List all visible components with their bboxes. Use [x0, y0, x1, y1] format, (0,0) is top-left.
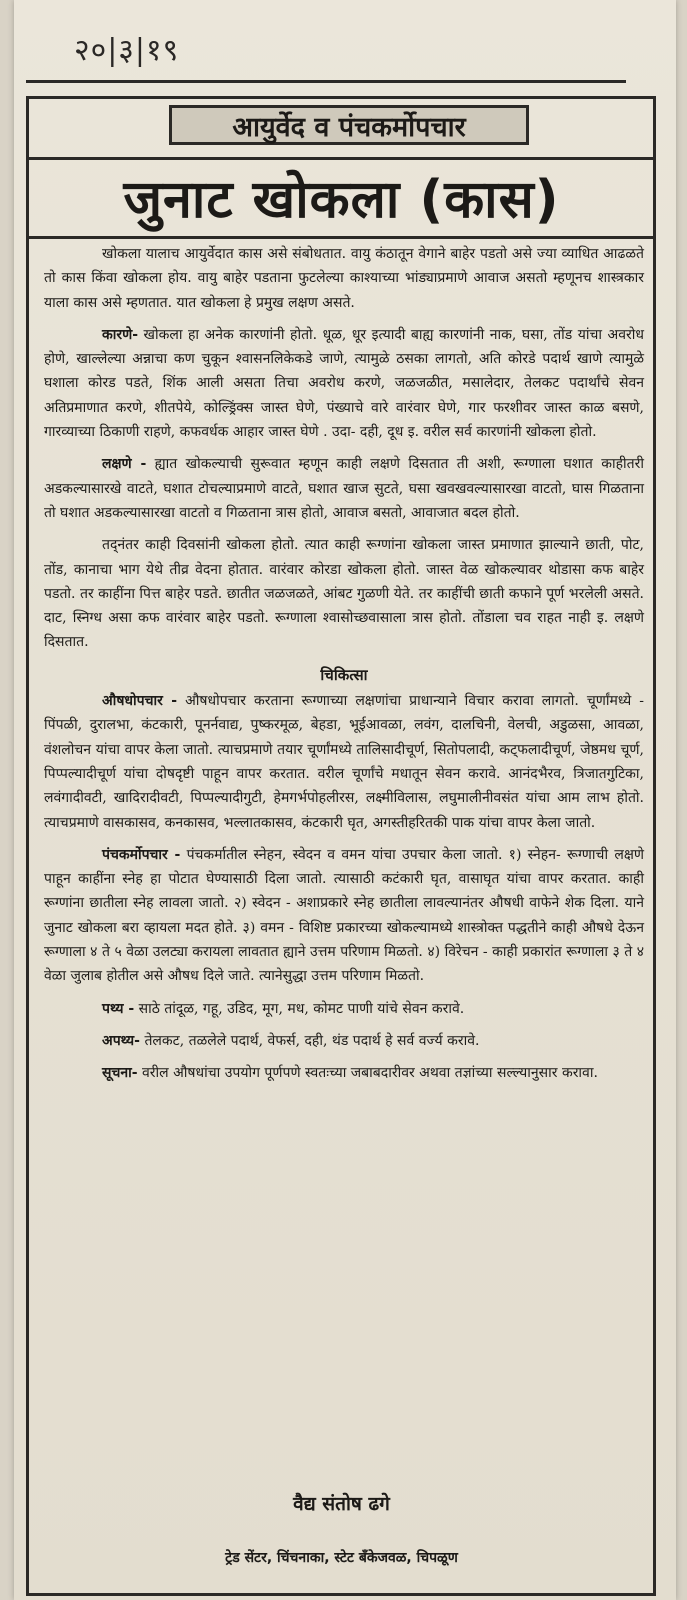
diet-label: पथ्य - [102, 1000, 135, 1017]
handwritten-date: २०|३|१९ [74, 33, 180, 68]
note-label: सूचना- [102, 1065, 138, 1082]
causes-paragraph [44, 323, 644, 444]
article-body [44, 242, 644, 1094]
progression-paragraph: तद्नंतर काही दिवसांनी खोकला होतो. त्यात काही रूग्णांना खोकला जास्त प्रमाणात झाल्याने छाती, पोट, तोंड, कानाचा भाग येथे तीव्र वेदना होतात. वारंवार कोरडा खोकला होतो. जास्त वेळ खोकल्यावर थोडासा कफ बाहेर पडतो. तर काहींना पित्त बाहेर पडते. छातीत जळजळते, आंबट गुळणी येते. तर काहींची छाती कफाने पूर्ण भरलेली असते. दाट, स्निग्ध असा कफ वारंवार बाहेर पडतो. रूग्णाला श्वासोच्छवासाला त्रास होतो. तोंडाला चव राहत नाही इ. लक्षणे दिसतात. [44, 537, 644, 651]
panchakarma-label: पंचकर्मोपचार - [102, 846, 181, 863]
newspaper-clipping [14, 0, 676, 1600]
symptoms-label: लक्षणे - [102, 456, 147, 473]
medicines-label: औषधोपचार - [102, 693, 178, 710]
treatment-heading: चिकित्सा [320, 665, 368, 684]
avoid-paragraph [44, 1029, 644, 1053]
diet-text: साठे तांदूळ, गहू, उडिद, मूग, मध, कोमट पाणी यांचे सेवन करावे. [138, 1000, 465, 1017]
column-banner: आयुर्वेद व पंचकर्मोपचार [169, 105, 529, 145]
medicines-text: औषधोपचार करताना रूग्णाच्या लक्षणांचा प्राधान्याने विचार करावा लागतो. चूर्णांमध्ये - पिंपळी, दुरालभा, कंटकारी, पूनर्नवाद्य, पुष्करमूळ, बेहडा, भूईआवळा, लवंग, दालचिनी, वेलची, अडुळसा, आवळा, वंशलोचन यांचा वापर केला जातो. त्याचप्रमाणे तयार चूर्णांमध्ये तालिसादीचूर्ण, सितोपलादी, कट्फलादीचूर्ण, जेष्ठमध चूर्ण, पिप्पल्यादीचूर्ण यांचा दोषदृष्टी पाहून वापर करतात. वरील चूर्णांचे मधातून सेवन करावे. आनंदभैरव, त्रिजातगुटिका, लवंगादीवटी, खादिरादीवटी, पिप्पल्यादीगुटी, हेमगर्भपोहलीरस, लक्ष्मीविलास, लघुमालीनीवसंत यांचा आम लाभ होतो. त्याचप्रमाणे वासकासव, कनकासव, भल्लातकासव, कंटकारी घृत, अगस्तीहरितकी पाक यांचा वापर केला जातो. [44, 693, 644, 831]
headline-divider [29, 236, 654, 239]
intro-paragraph: खोकला यालाच आयुर्वेदात कास असे संबोधतात. वायु कंठातून वेगाने बाहेर पडतो असे ज्या व्याधित आढळते तो कास किंवा खोकला होय. वायु बाहेर पडताना फुटलेल्या काश्याच्या भांड्याप्रमाणे आवाज असतो म्हणूनच शास्त्रकार याला कास असे म्हणतात. यात खोकला हे प्रमुख लक्षण असते. [44, 246, 644, 311]
note-text: वरील औषधांचा उपयोग पूर्णपणे स्वतःच्या जबाबदारीवर अथवा तज्ञांच्या सल्ल्यानुसार करावा. [142, 1065, 598, 1082]
symptoms-paragraph [44, 452, 644, 525]
panchakarma-text: पंचकर्मातील स्नेहन, स्वेदन व वमन यांचा उपचार केला जातो. १) स्नेहन- रूग्णाची लक्षणे पाहून काहींना स्नेह हा पोटात घेण्यासाठी दिला जातो. त्यासाठी कटंकारी घृत, वासाघृत यांचा वापर करतात. काही रूग्णांना छातीला स्नेह लावला जातो. २) स्वेदन - अशाप्रकारे स्नेह छातीला लावल्यानंतर औषधी वाफेने शेक दिला. याने जुनाट खोकला बरा व्हायला मदत होते. ३) वमन - विशिष्ट प्रकारच्या खोकल्यामध्ये शास्त्रोक्त पद्धतीने काही औषधे देऊन रूग्णाला ४ ते ५ वेळा उलट्या करायला लावतात ह्याने उत्तम परिणाम मिळतो. ४) विरेचन - काही प्रकारांत रूग्णाला ३ ते ४ वेळा जुलाब होतील असे औषध दिले जाते. त्यानेसुद्धा उत्तम परिणाम मिळतो. [44, 846, 644, 985]
article-headline: जुनाट खोकला (कास) [123, 169, 560, 230]
author-name: वैद्य संतोष ढगे [293, 1493, 390, 1515]
avoid-label: अपथ्य- [102, 1032, 140, 1049]
diet-paragraph [44, 997, 644, 1021]
causes-label: कारणे- [102, 326, 139, 343]
top-rule [26, 80, 626, 83]
causes-text: खोकला हा अनेक कारणांनी होतो. धूळ, धूर इत्यादी बाह्य कारणांनी नाक, घसा, तोंड यांचा अवरोध होणे, खाल्लेल्या अन्नाचा कण चुकून श्वासनलिकेकडे जाणे, त्यामुळे ठसका लागतो, अति कोरडे पदार्थ खाणे त्यामुळे घशाला कोरड पडते, शिंक आली असता तिचा अवरोध करणे, जळजळीत, मसालेदार, तेलकट पदार्थांचे सेवन अतिप्रमाणात करणे, शीतपेये, कोल्ड्रिंक्स जास्त घेणे, पंख्याचे वारे वारंवार घेणे, गार फरशीवर जास्त काळ बसणे, गारव्याच्या ठिकाणी राहणे, कफवर्धक आहार जास्त घेणे . उदा- दही, दूध इ. वरील सर्व कारणांनी खोकला होतो. [44, 326, 644, 441]
panchakarma-paragraph [44, 843, 644, 989]
symptoms-text: ह्यात खोकल्याची सुरूवात म्हणून काही लक्षणे दिसतात ती अशी, रूग्णाला घशात काहीतरी अडकल्यासारखे वाटते, घशात टोचल्याप्रमाणे वाटते, घशात खाज सुटते, घसा खवखवल्यासारखा वाटतो, घास गिळताना तो घशात अडकल्यासारखा वाटतो व गिळताना त्रास होतो, आवाज बसतो, आवाजात बदल होतो. [44, 456, 645, 521]
medicines-paragraph [44, 689, 644, 835]
avoid-text: तेलकट, तळलेले पदार्थ, वेफर्स, दही, थंड पदार्थ हे सर्व वर्ज्य करावे. [144, 1032, 480, 1049]
note-paragraph [44, 1061, 644, 1085]
author-address: ट्रेड सेंटर, चिंचनाका, स्टेट बँकेजवळ, चिपळूण [225, 1550, 458, 1566]
